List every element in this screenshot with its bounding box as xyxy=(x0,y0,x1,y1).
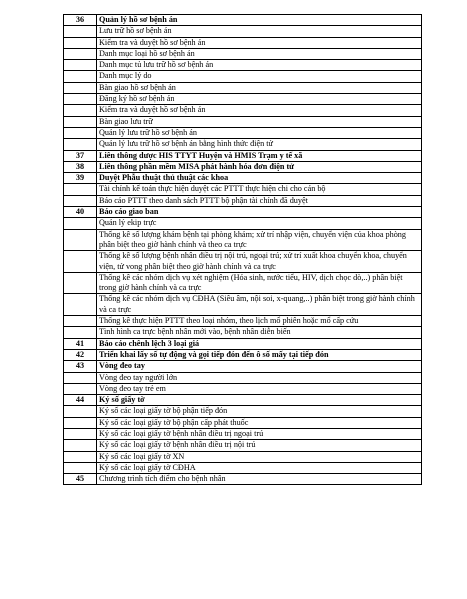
section-title: Triển khai lấy số tự động và gọi tiếp đón đến ô số mấy tại tiếp đón xyxy=(97,349,422,360)
row-number: 39 xyxy=(64,173,97,184)
row-number: 36 xyxy=(64,15,97,26)
item-text: Ký số các loại giấy tờ bộ phận tiếp đón xyxy=(97,406,422,417)
row-number xyxy=(64,116,97,127)
item-row xyxy=(64,383,422,394)
item-text: Thống kê số lượng bệnh nhân điều trị nội trú, ngoại trú; xử trí xuất khoa chuyển khoa, chuyển viện, tử vong phân biệt theo giờ hành chính và ca trực xyxy=(97,251,422,273)
section-title: Vòng đeo tay xyxy=(97,361,422,372)
item-row xyxy=(64,462,422,473)
row-number xyxy=(64,294,97,316)
item-text: Danh mục tủ lưu trữ hồ sơ bệnh án xyxy=(97,60,422,71)
row-number xyxy=(64,37,97,48)
section-row xyxy=(64,15,422,26)
item-text: Thống kê số lượng khám bệnh tại phòng khám; xử trí nhập viện, chuyển viện của khoa phòng phân biệt theo giờ hành chính và theo ca trực xyxy=(97,229,422,251)
row-number xyxy=(64,26,97,37)
item-row xyxy=(64,60,422,71)
row-number xyxy=(64,229,97,251)
row-number xyxy=(64,82,97,93)
item-text: Kiểm tra và duyệt hồ sơ bệnh án xyxy=(97,105,422,116)
item-text: Vòng đeo tay người lớn xyxy=(97,372,422,383)
row-number xyxy=(64,184,97,195)
section-title: Báo cáo giao ban xyxy=(97,207,422,218)
item-text: Thống kê các nhóm dịch vụ CĐHA (Siêu âm, nội soi, x-quang,..) phân biệt trong giờ hành chính và ca trực xyxy=(97,294,422,316)
row-number xyxy=(64,428,97,439)
section-title: Duyệt Phẫu thuật thủ thuật các khoa xyxy=(97,173,422,184)
item-text: Bàn giao hồ sơ bệnh án xyxy=(97,82,422,93)
item-text: Chương trình tích điểm cho bệnh nhân xyxy=(97,474,422,485)
row-number: 43 xyxy=(64,361,97,372)
section-row xyxy=(64,361,422,372)
item-row xyxy=(64,440,422,451)
item-row xyxy=(64,372,422,383)
item-text: Ký số các loại giấy tờ bệnh nhân điều trị ngoại trú xyxy=(97,428,422,439)
row-number: 37 xyxy=(64,150,97,161)
row-number xyxy=(64,251,97,273)
item-row xyxy=(64,82,422,93)
row-number: 41 xyxy=(64,338,97,349)
item-text: Quản lý lưu trữ hồ sơ bệnh án bằng hình thức điện tử xyxy=(97,139,422,150)
section-title: Ký số giấy tờ xyxy=(97,395,422,406)
section-title: Liên thông phần mềm MISA phát hành hóa đơn điện tử xyxy=(97,161,422,172)
row-number xyxy=(64,462,97,473)
row-number xyxy=(64,372,97,383)
item-text: Danh mục loại hồ sơ bệnh án xyxy=(97,48,422,59)
row-number: 44 xyxy=(64,395,97,406)
item-text: Quản lý ekip trực xyxy=(97,218,422,229)
item-row xyxy=(64,406,422,417)
item-row xyxy=(64,26,422,37)
item-text: Thống kê các nhóm dịch vụ xét nghiệm (Hóa sinh, nước tiểu, HIV, dịch chọc dò,..) phân biệt trong giờ hành chính và ca trực xyxy=(97,272,422,294)
section-title: Báo cáo chênh lệch 3 loại giá xyxy=(97,338,422,349)
item-text: Quản lý lưu trữ hồ sơ bệnh án xyxy=(97,127,422,138)
row-number: 45 xyxy=(64,474,97,485)
section-row xyxy=(64,173,422,184)
item-row xyxy=(64,272,422,294)
row-number: 42 xyxy=(64,349,97,360)
item-row xyxy=(64,327,422,338)
row-number xyxy=(64,451,97,462)
row-number xyxy=(64,195,97,206)
section-row xyxy=(64,207,422,218)
row-number xyxy=(64,60,97,71)
row-number xyxy=(64,440,97,451)
row-number xyxy=(64,406,97,417)
item-row xyxy=(64,451,422,462)
item-text: Thống kê thực hiện PTTT theo loại nhóm, theo lịch mổ phiên hoặc mổ cấp cứu xyxy=(97,316,422,327)
item-text: Đăng ký hồ sơ bệnh án xyxy=(97,94,422,105)
row-number xyxy=(64,48,97,59)
row-number: 40 xyxy=(64,207,97,218)
item-text: Ký số các loại giấy tờ bệnh nhân điều trị nội trú xyxy=(97,440,422,451)
item-row xyxy=(64,71,422,82)
feature-table-body xyxy=(64,15,422,485)
item-text: Tài chính kế toán thực hiện duyệt các PTTT thực hiện chi cho cán bộ xyxy=(97,184,422,195)
section-title: Quản lý hồ sơ bệnh án xyxy=(97,15,422,26)
section-row xyxy=(64,150,422,161)
item-text: Lưu trữ hồ sơ bệnh án xyxy=(97,26,422,37)
item-row xyxy=(64,184,422,195)
item-row xyxy=(64,94,422,105)
item-row xyxy=(64,417,422,428)
row-number xyxy=(64,105,97,116)
item-text: Vòng đeo tay trẻ em xyxy=(97,383,422,394)
item-row xyxy=(64,428,422,439)
item-text: Ký số các loại giấy tờ bộ phận cấp phát thuốc xyxy=(97,417,422,428)
item-text: Bàn giao lưu trữ xyxy=(97,116,422,127)
item-row xyxy=(64,195,422,206)
item-text: Ký số các loại giấy tờ XN xyxy=(97,451,422,462)
row-number xyxy=(64,383,97,394)
item-row xyxy=(64,37,422,48)
row-number xyxy=(64,218,97,229)
item-row xyxy=(64,218,422,229)
section-row xyxy=(64,395,422,406)
item-row xyxy=(64,251,422,273)
row-number xyxy=(64,127,97,138)
item-row xyxy=(64,229,422,251)
item-text: Báo cáo PTTT theo danh sách PTTT bộ phận tài chính đã duyệt xyxy=(97,195,422,206)
item-row xyxy=(64,116,422,127)
row-number: 38 xyxy=(64,161,97,172)
row-number xyxy=(64,327,97,338)
row-number xyxy=(64,94,97,105)
row-number xyxy=(64,417,97,428)
item-row xyxy=(64,139,422,150)
item-row xyxy=(64,127,422,138)
item-row xyxy=(64,48,422,59)
item-row xyxy=(64,316,422,327)
item-row xyxy=(64,474,422,485)
item-text: Ký số các loại giấy tờ CĐHA xyxy=(97,462,422,473)
row-number xyxy=(64,139,97,150)
item-text: Danh mục lý do xyxy=(97,71,422,82)
item-row xyxy=(64,105,422,116)
section-title: Liên thông dược HIS TTYT Huyện và HMIS Trạm y tế xã xyxy=(97,150,422,161)
row-number xyxy=(64,71,97,82)
section-row xyxy=(64,161,422,172)
item-text: Tình hình ca trực bệnh nhân mới vào, bệnh nhân diễn biến xyxy=(97,327,422,338)
row-number xyxy=(64,272,97,294)
row-number xyxy=(64,316,97,327)
section-row xyxy=(64,338,422,349)
feature-table xyxy=(63,14,422,485)
item-text: Kiểm tra và duyệt hồ sơ bệnh án xyxy=(97,37,422,48)
item-row xyxy=(64,294,422,316)
section-row xyxy=(64,349,422,360)
